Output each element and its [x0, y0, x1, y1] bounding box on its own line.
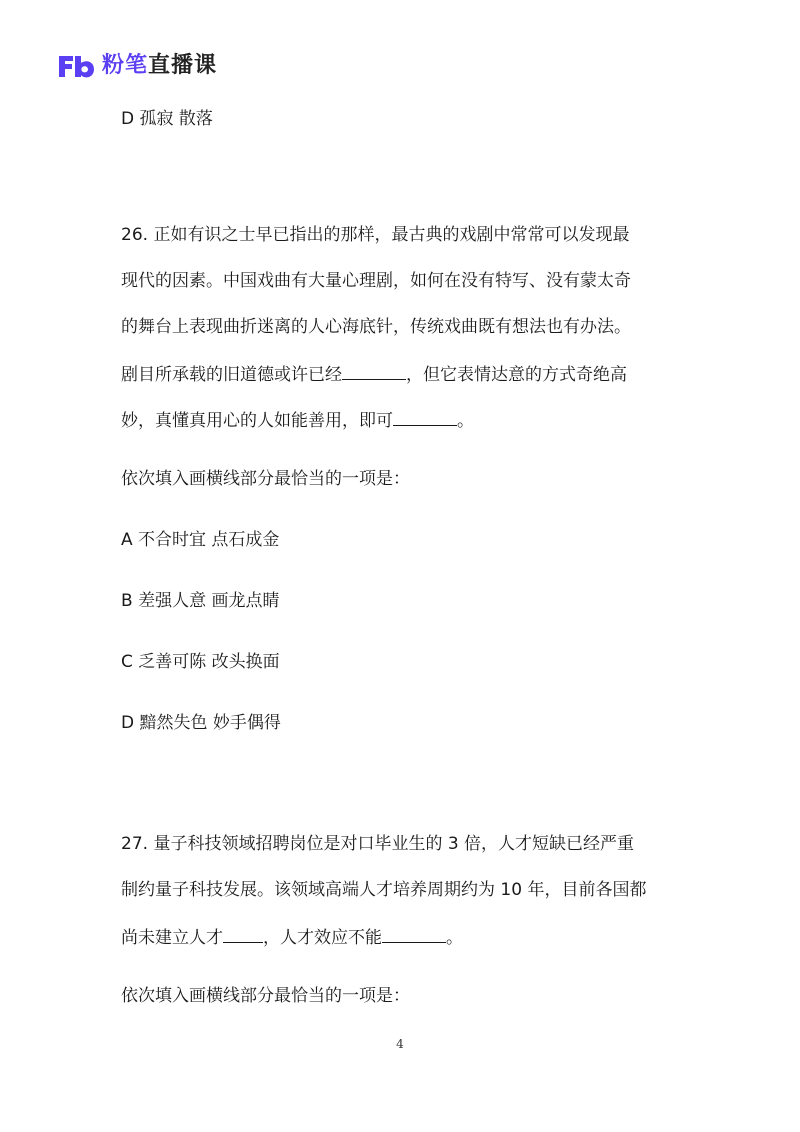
q26-line-4-text-after: ，但它表情达意的方式奇绝高: [406, 365, 627, 385]
q26-option-b: B 差强人意 画龙点睛: [121, 591, 280, 611]
q27-line-3-text-middle: ，人才效应不能: [263, 928, 382, 948]
q26-line-5-text-after: 。: [457, 411, 474, 431]
q26-option-d: D 黯然失色 妙手偶得: [121, 713, 281, 733]
q27-line-2: 制约量子科技发展。该领域高端人才培养周期约为 10 年，目前各国都: [121, 880, 647, 900]
q27-line-3-text-before: 尚未建立人才: [121, 928, 223, 948]
q25-option-d: D 孤寂 散落: [121, 109, 213, 129]
q26-line-5-text-before: 妙，真懂真用心的人如能善用，即可: [121, 411, 393, 431]
question-26: [121, 224, 696, 734]
fb-logo-icon: [56, 52, 96, 80]
fill-blank-2: [393, 408, 457, 426]
brand-logo: [56, 50, 217, 82]
q26-line-5: [121, 408, 696, 430]
page-number: 4: [396, 1037, 404, 1051]
q26-option-a: A 不合时宜 点石成金: [121, 530, 280, 550]
q26-option-c: C 乏善可陈 改头换面: [121, 652, 280, 672]
fill-blank-1: [342, 362, 406, 380]
logo-brand-text: 粉笔: [102, 53, 149, 78]
q26-instruction: 依次填入画横线部分最恰当的一项是：: [121, 469, 410, 489]
q26-line-4-text-before: 剧目所承载的旧道德或许已经: [121, 365, 342, 385]
q27-instruction: 依次填入画横线部分最恰当的一项是：: [121, 986, 410, 1006]
q26-line-1: 26. 正如有识之士早已指出的那样，最古典的戏剧中常常可以发现最: [121, 225, 630, 245]
q26-line-3: 的舞台上表现曲折迷离的人心海底针，传统戏曲既有想法也有办法。: [121, 317, 631, 337]
q26-line-2: 现代的因素。中国戏曲有大量心理剧，如何在没有特写、没有蒙太奇: [121, 271, 631, 291]
fill-blank-4: [382, 925, 446, 943]
question-27: [121, 833, 696, 1007]
logo-text: [102, 50, 217, 82]
logo-product-text: 直播课: [148, 53, 218, 78]
q27-line-1: 27. 量子科技领域招聘岗位是对口毕业生的 3 倍，人才短缺已经严重: [121, 834, 635, 854]
q27-line-3-text-after: 。: [446, 928, 463, 948]
q26-line-4: [121, 362, 696, 384]
document-body: [121, 100, 696, 1007]
fill-blank-3: [223, 925, 263, 943]
q27-line-3: [121, 925, 696, 947]
